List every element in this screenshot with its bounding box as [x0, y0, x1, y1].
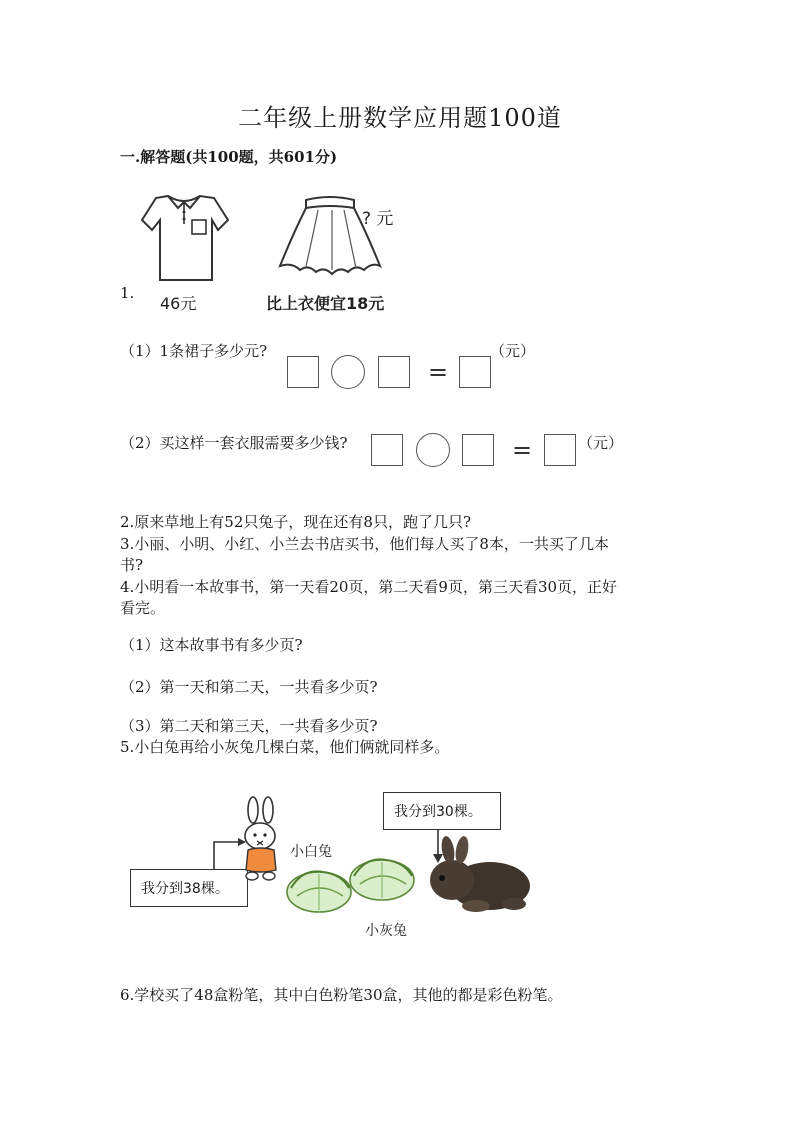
question-4-part-2: （2）第一天和第二天，一共看多少页?: [120, 678, 378, 696]
cabbage-icon: [346, 850, 418, 902]
skirt-caption: 比上衣便宜18元: [266, 294, 385, 313]
equals-sign: =: [428, 358, 449, 386]
answer-box[interactable]: [378, 356, 410, 388]
operator-circle[interactable]: [331, 355, 365, 389]
question-3-line-2: 书?: [120, 556, 144, 574]
gray-rabbit-label: 小灰兔: [365, 923, 407, 939]
question-4-line-1: 4.小明看一本故事书，第一天看20页，第二天看9页，第三天看30页，正好: [120, 578, 618, 596]
equals-sign: =: [512, 436, 533, 464]
gray-rabbit-illustration: [418, 836, 534, 916]
question-4-line-2: 看完。: [120, 599, 166, 617]
answer-box[interactable]: [371, 434, 403, 466]
shirt-price: 46元: [160, 294, 197, 313]
unit-label: （元）: [578, 434, 624, 452]
answer-box[interactable]: [462, 434, 494, 466]
shirt-illustration: [138, 190, 230, 286]
white-rabbit-speech: 我分到38棵。: [130, 869, 248, 907]
question-4-part-3: （3）第二天和第三天，一共看多少页?: [120, 717, 378, 735]
white-rabbit-illustration: [236, 796, 286, 884]
question-2: 2.原来草地上有52只兔子，现在还有8只，跑了几只?: [120, 513, 471, 531]
question-6: 6.学校买了48盒粉笔，其中白色粉笔30盒，其他的都是彩色粉笔。: [120, 986, 563, 1004]
answer-box[interactable]: [459, 356, 491, 388]
answer-box[interactable]: [544, 434, 576, 466]
unit-label: （元）: [490, 342, 536, 360]
cabbage-icon: [283, 862, 355, 914]
gray-rabbit-speech: 我分到30棵。: [383, 792, 501, 830]
white-rabbit-label: 小白兔: [290, 844, 332, 860]
page-title: 二年级上册数学应用题100道: [238, 104, 562, 132]
question-1-part-2: （2）买这样一套衣服需要多少钱?: [120, 434, 348, 452]
question-4-part-1: （1）这本故事书有多少页?: [120, 636, 303, 654]
question-3-line-1: 3.小丽、小明、小红、小兰去书店买书，他们每人买了8本，一共买了几本: [120, 535, 609, 553]
question-5: 5.小白兔再给小灰兔几棵白菜，他们俩就同样多。: [120, 738, 450, 756]
question-1-part-1: （1）1条裙子多少元?: [120, 342, 268, 360]
answer-box[interactable]: [287, 356, 319, 388]
skirt-price-label: ? 元: [362, 209, 394, 229]
question-1-number: 1.: [120, 284, 135, 302]
operator-circle[interactable]: [416, 433, 450, 467]
section-heading: 一.解答题(共100题，共601分): [120, 148, 338, 166]
